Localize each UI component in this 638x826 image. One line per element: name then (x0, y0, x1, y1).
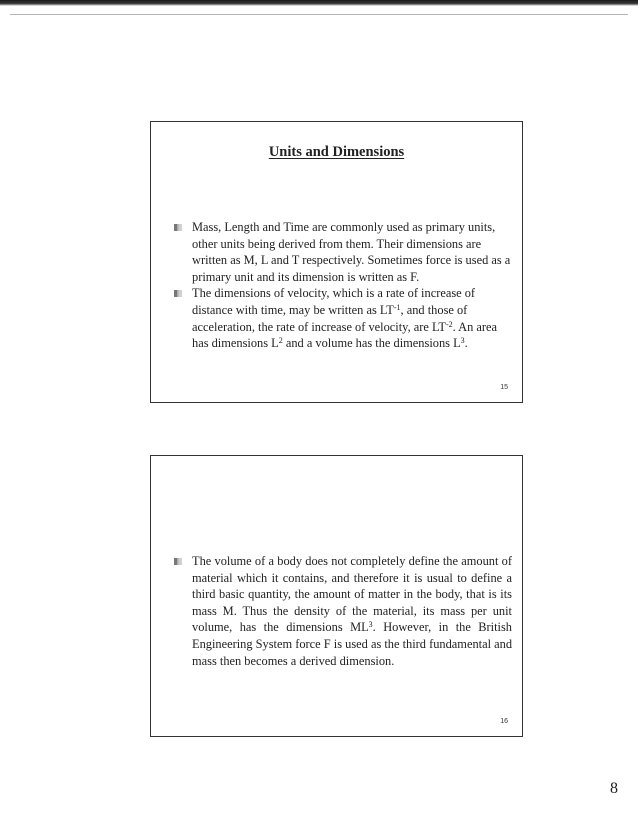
bullet-text: and a volume has the dimensions L (282, 336, 461, 351)
scan-top-rule (10, 14, 628, 15)
superscript: 3 (460, 336, 465, 346)
slide-number: 16 (500, 718, 508, 725)
slide-16 (150, 455, 523, 737)
bullet-item (174, 219, 512, 285)
scan-top-edge (0, 0, 638, 6)
superscript: -2 (445, 319, 453, 329)
bullet-text: , and those of acceleration, the rate of increase of velocity, are LT (192, 302, 468, 334)
bullet-list (174, 553, 512, 669)
superscript: -1 (393, 302, 401, 312)
slide-title: Units and Dimensions (268, 144, 405, 160)
bullet-text: . (464, 336, 468, 351)
bullet-list (174, 219, 512, 352)
bullet-marker-icon (174, 224, 182, 231)
bullet-marker-icon (174, 290, 182, 297)
bullet-item (174, 553, 512, 669)
bullet-marker-icon (174, 558, 182, 565)
superscript: 2 (278, 336, 283, 346)
bullet-text: . However, in the British Engineering System force F is used as the third fundamental and mass then becomes a derived dimension. (192, 620, 513, 668)
superscript: 3 (368, 620, 373, 630)
bullet-item (174, 285, 512, 351)
slide-15 (150, 121, 523, 403)
slide-number: 15 (500, 384, 508, 391)
page-number: 8 (610, 780, 618, 797)
bullet-text: The volume of a body does not completely define the amount of material which it contains, and therefore it is usual to define a third basic quantity, the amount of matter in the body, that is its mass M. Thus the density of the material, its mass per unit volume, has the dimensions ML (192, 554, 512, 635)
bullet-text: Mass, Length and Time are commonly used as primary units, other units being derived from them. Their dimensions are written as M, L and T respectively. Sometimes force is used as a primary unit and its dimension is written as F. (192, 220, 511, 284)
bullet-text: The dimensions of velocity, which is a rate of increase of distance with time, may be written as LT (192, 286, 476, 317)
bullet-text: . An area has dimensions L (192, 319, 498, 351)
